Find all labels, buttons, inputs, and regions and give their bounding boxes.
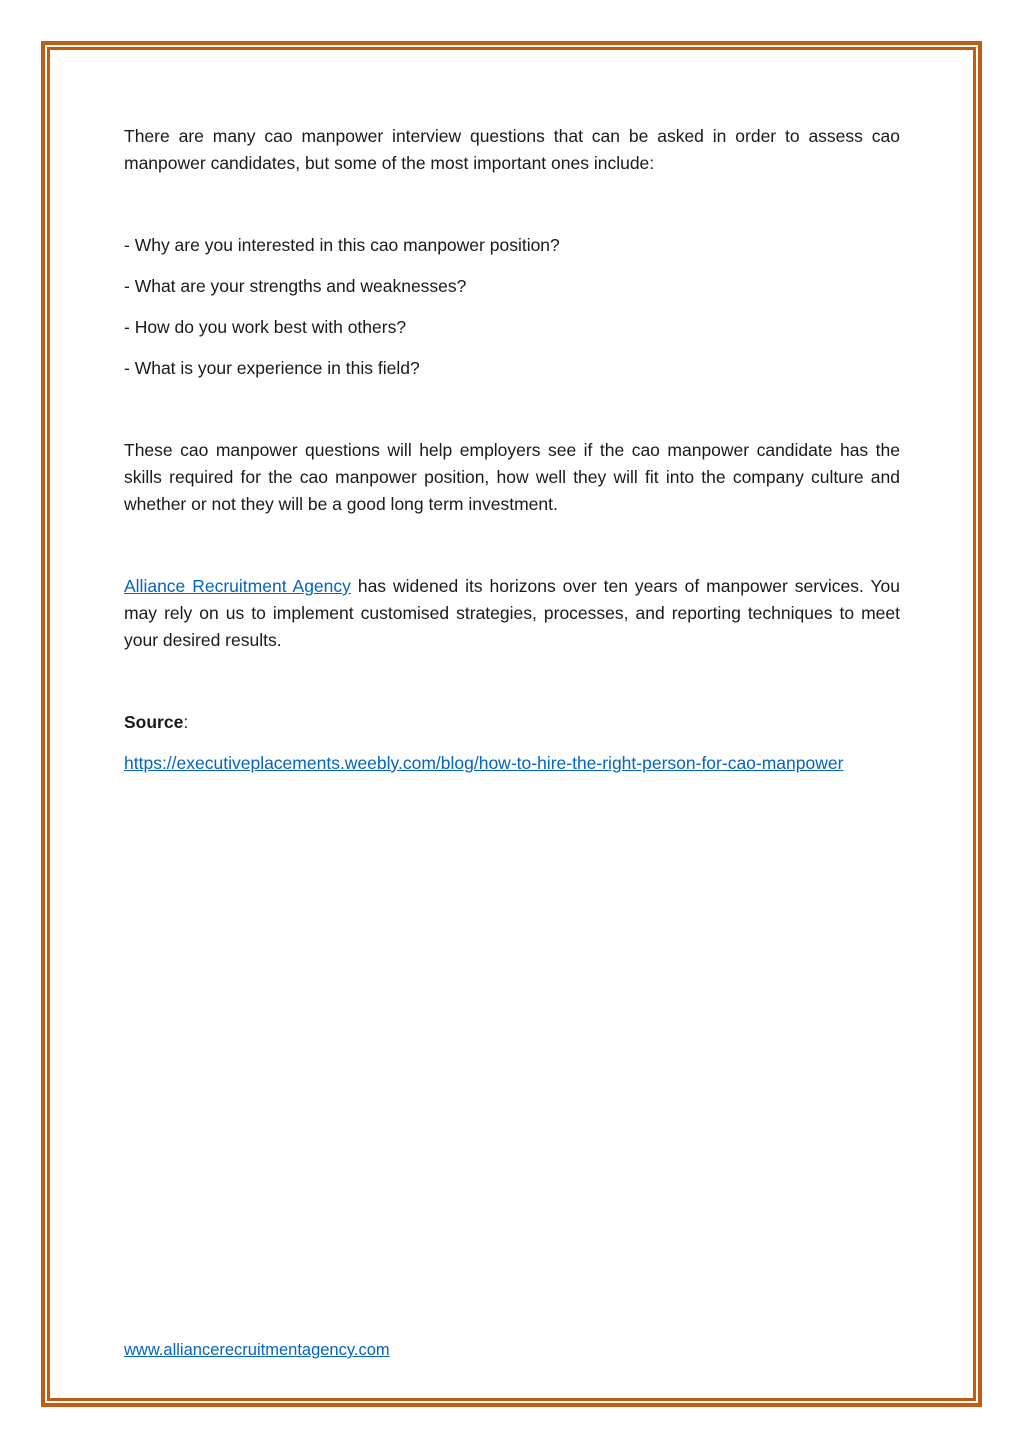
- question-item: - How do you work best with others?: [124, 317, 407, 337]
- source-label: Source: [124, 712, 184, 732]
- agency-text: has widened its horizons over ten years of manpower services. You may rely on us to implement customised strategies, processes, and reporting techniques to meet your desired results.: [124, 576, 900, 650]
- question-item: - What are your strengths and weaknesses?: [124, 276, 467, 296]
- agency-link[interactable]: Alliance Recruitment Agency: [124, 576, 351, 596]
- footer-website-link[interactable]: www.alliancerecruitmentagency.com: [124, 1341, 390, 1359]
- question-item: - Why are you interested in this cao manpower position?: [124, 235, 560, 255]
- source-paragraph: [124, 750, 864, 777]
- source-link[interactable]: https://executiveplacements.weebly.com/blog/how-to-hire-the-right-person-for-cao-manpower: [124, 753, 844, 773]
- source-heading: [124, 709, 900, 736]
- source-colon: :: [183, 712, 189, 732]
- footer: [124, 1338, 900, 1362]
- agency-paragraph: [124, 573, 900, 654]
- conclusion-paragraph: These cao manpower questions will help employers see if the cao manpower candidate has the skills required for the cao manpower position, how well they will fit into the company culture and whether or not they will be a good long term investment.: [124, 440, 900, 514]
- question-item: - What is your experience in this field?: [124, 358, 420, 378]
- intro-paragraph: There are many cao manpower interview questions that can be asked in order to assess cao manpower candidates, but some of the most important ones include:: [124, 126, 900, 173]
